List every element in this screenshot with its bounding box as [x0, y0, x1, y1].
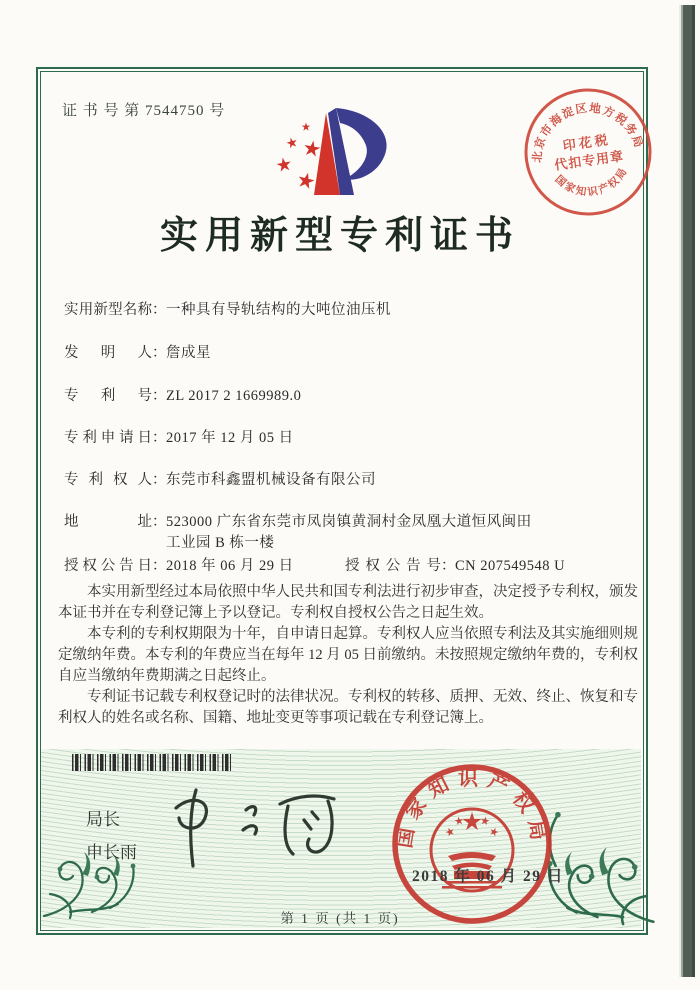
field-colon: ： [152, 430, 167, 446]
legal-paragraph-3: 专利证书记载专利权登记时的法律状况。专利权的转移、质押、无效、终止、恢复和专利权人的姓名或名称、国籍、地址变更等事项记载在专利登记簿上。 [58, 689, 638, 726]
field-value: 2018 年 06 月 29 日 [166, 558, 294, 574]
field-label: 专利权人 [64, 472, 152, 488]
field-label: 授权公告日 [64, 558, 152, 574]
cnipa-logo-icon [270, 101, 430, 201]
field-row-name [64, 300, 624, 321]
field-label: 实用新型名称 [64, 302, 152, 318]
field-value: CN 207549548 U [455, 558, 566, 574]
commissioner-title: 局长 [86, 810, 120, 829]
field-value [166, 512, 532, 554]
legal-paragraph-2: 本专利的专利权期限为十年，自申请日起算。专利权人应当依照专利法及其实施细则规定缴纳年费。本专利的年费应当在每年 12 月 05 日前缴纳。未按照规定缴纳年费的，专利权自应当缴纳年费期满之日起终止。 [58, 626, 638, 684]
field-label: 发明人 [64, 345, 152, 361]
field-colon: ： [152, 472, 167, 488]
certificate-title: 实用新型专利证书 [159, 215, 520, 257]
field-colon: ： [152, 302, 167, 318]
field-label: 专利号 [64, 388, 152, 404]
commissioner-block [86, 803, 137, 869]
tax-stamp-seal [512, 76, 663, 227]
field-row-filing-date [64, 428, 624, 449]
book-edge [679, 5, 695, 977]
field-row-address [64, 512, 624, 554]
field-value: 2017 年 12 月 05 日 [166, 430, 294, 446]
field-row-grant [64, 556, 624, 577]
field-label: 专利申请日 [64, 430, 152, 446]
field-row-patent-no [64, 386, 624, 407]
field-row-inventor [64, 343, 624, 364]
field-label: 授权公告号 [345, 558, 441, 574]
field-colon: ： [152, 345, 167, 361]
address-line2: 工业园 B 栋一楼 [166, 535, 275, 551]
field-colon: ： [441, 558, 456, 574]
legal-paragraph-1: 本实用新型经过本局依照中华人民共和国专利法进行初步审查，决定授予专利权，颁发本证书并在专利登记簿上予以登记。专利权自授权公告之日起生效。 [58, 584, 638, 621]
legal-text [58, 582, 638, 729]
seal-arc-text: 国家知识产权局 [393, 768, 551, 850]
field-row-patentee [64, 470, 624, 491]
field-colon: ： [152, 388, 167, 404]
address-line1: 523000 广东省东莞市凤岗镇黄洞村金凤凰大道恒风闽田 [166, 514, 532, 530]
field-pair-grant-no [345, 556, 565, 577]
field-label: 地址 [64, 514, 152, 530]
field-colon: ： [152, 514, 167, 530]
page-number: 第 1 页 (共 1 页) [280, 911, 400, 926]
field-value: 一种具有导轨结构的大吨位油压机 [166, 302, 391, 318]
barcode [72, 754, 232, 771]
tax-stamp-arc-top: 北京市海淀区地方税务局 [531, 102, 645, 164]
commissioner-name: 申长雨 [86, 843, 137, 862]
grant-seal-date: 2018 年 06 月 29 日 [412, 868, 564, 885]
certificate-number: 证 书 号 第 7544750 号 [62, 103, 226, 119]
tax-stamp-line1: 印花税 [561, 131, 612, 154]
field-colon: ： [152, 558, 167, 574]
cnipa-seal [388, 760, 556, 928]
field-value: ZL 2017 2 1669989.0 [166, 388, 302, 404]
field-value: 詹成星 [166, 345, 211, 361]
commissioner-signature [158, 776, 353, 881]
tax-stamp-arc-bottom: 国家知识产权局 [552, 165, 631, 199]
tax-stamp-line2: 代扣专用章 [553, 148, 625, 173]
field-value: 东莞市科鑫盟机械设备有限公司 [166, 472, 376, 488]
